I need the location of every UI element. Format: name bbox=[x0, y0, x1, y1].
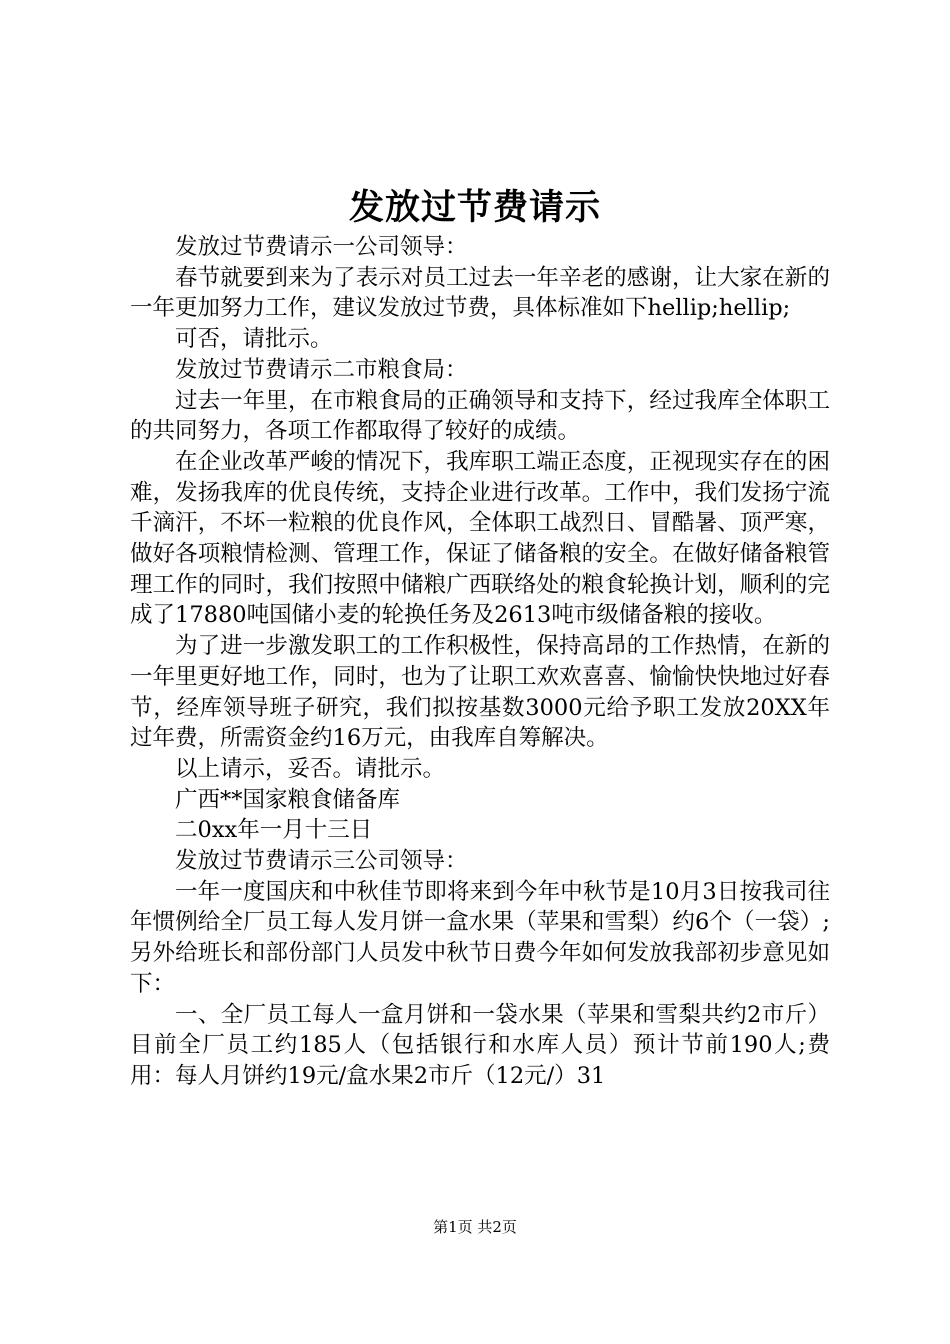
paragraph-8: 以上请示，妥否。请批示。 bbox=[175, 755, 446, 782]
paragraph-2: 春节就要到来为了表示对员工过去一年辛老的感谢，让大家在新的一年更加努力工作，建议发放过节费，具体标准如下hellip;hellip; bbox=[130, 264, 830, 322]
paragraph-4: 发放过节费请示二市粮食局： bbox=[175, 356, 468, 383]
page-indicator: 第1页 共2页 bbox=[433, 1218, 517, 1236]
paragraph-6: 在企业改革严峻的情况下，我库职工端正态度，正视现实存在的困难，发扬我库的优良传统，支持企业进行改革。工作中，我们发扬宁流千滴汗，不坏一粒粮的优良作风，全体职工战烈日、冒酷暑、顶严寒，做好各项粮情检测、管理工作，保证了储备粮的安全。在做好储备粮管理工作的同时，我们按照中储粮广西联络处的粮食轮换计划，顺利的完成了17880吨国储小麦的轮换任务及2613吨市级储备粮的接收。 bbox=[130, 448, 830, 629]
signature-organization: 广西**国家粮食储备库 bbox=[175, 786, 401, 813]
paragraph-11: 发放过节费请示三公司领导： bbox=[175, 848, 468, 875]
document-body bbox=[130, 232, 830, 1092]
paragraph-13: 一、全厂员工每人一盒月饼和一袋水果（苹果和雪梨共约2市斤）目前全厂员工约185人（包括银行和水库人员）预计节前190人;费用：每人月饼约19元/盒水果2市斤（12元/）31 bbox=[130, 1001, 830, 1089]
signature-date: 二0xx年一月十三日 bbox=[175, 817, 373, 844]
paragraph-5: 过去一年里，在市粮食局的正确领导和支持下，经过我库全体职工的共同努力，各项工作都取得了较好的成绩。 bbox=[130, 387, 830, 445]
paragraph-12: 一年一度国庆和中秋佳节即将来到今年中秋节是10月3日按我司往年惯例给全厂员工每人发月饼一盒水果（苹果和雪梨）约6个（一袋）;另外给班长和部份部门人员发中秋节日费今年如何发放我部初步意见如下： bbox=[130, 878, 830, 997]
paragraph-1: 发放过节费请示一公司领导： bbox=[175, 234, 468, 260]
document-title: 发放过节费请示 bbox=[348, 187, 601, 228]
paragraph-3: 可否，请批示。 bbox=[175, 326, 333, 353]
paragraph-7: 为了进一步激发职工的工作积极性，保持高昂的工作热情，在新的一年里更好地工作，同时，也为了让职工欢欢喜喜、愉愉快快地过好春节，经库领导班子研究，我们拟按基数3000元给予职工发放20XX年过年费，所需资金约16万元，由我库自筹解决。 bbox=[130, 633, 830, 752]
